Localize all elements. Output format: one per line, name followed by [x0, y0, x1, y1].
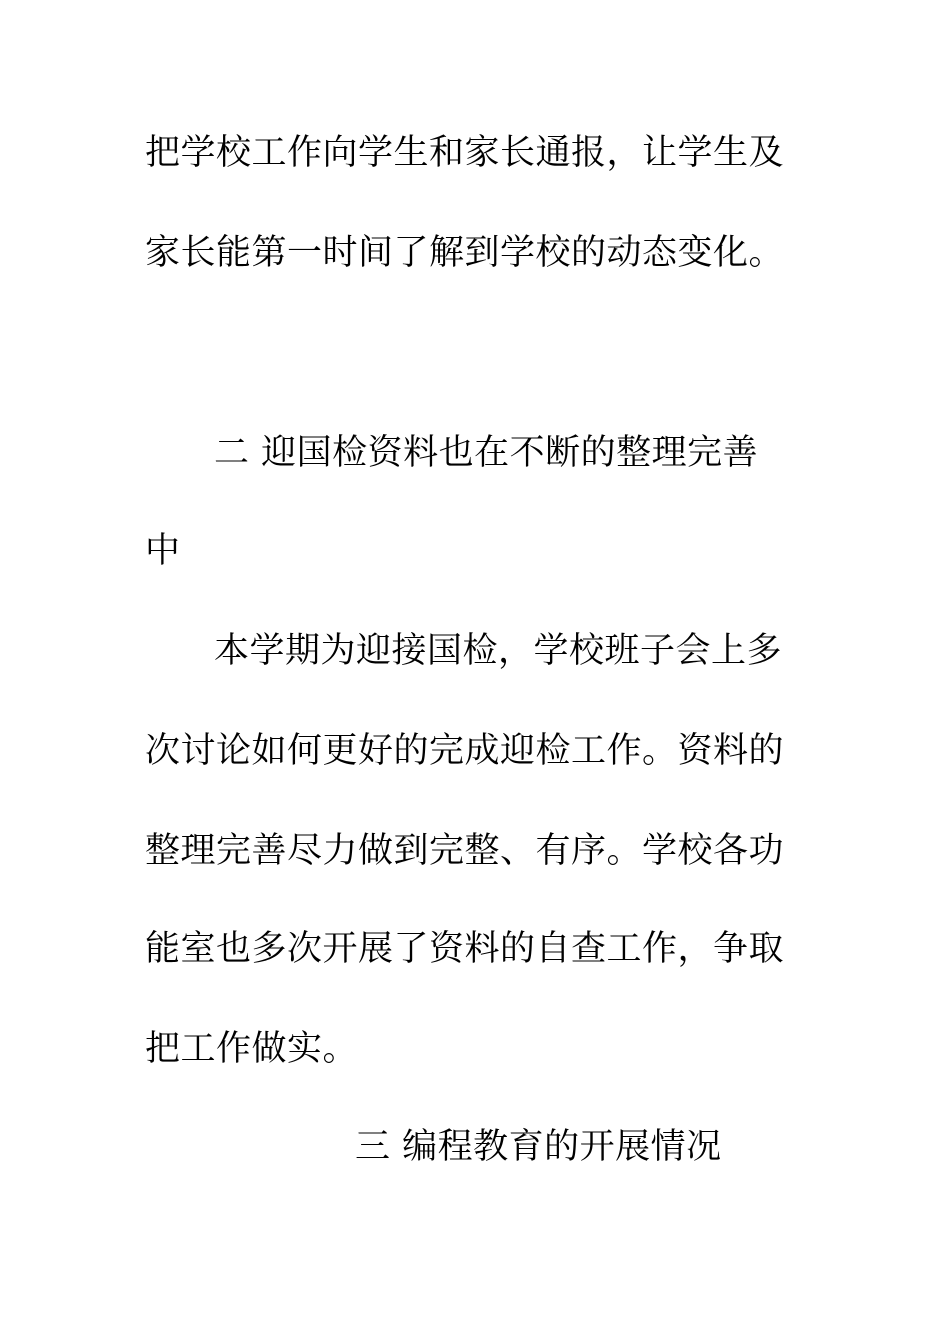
paragraph-line: 次讨论如何更好的完成迎检工作。资料的: [145, 731, 785, 771]
paragraph-line: 把工作做实。: [145, 1029, 359, 1069]
paragraph-line: 把学校工作向学生和家长通报，让学生及: [145, 133, 785, 173]
paragraph-line: 家长能第一时间了解到学校的动态变化。: [145, 233, 785, 273]
paragraph-line: 整理完善尽力做到完整、有序。学校各功: [145, 831, 785, 871]
paragraph-line: 能室也多次开展了资料的自查工作，争取: [145, 929, 785, 969]
section-heading-continuation: 中: [145, 531, 181, 571]
section-heading: 二 迎国检资料也在不断的整理完善: [214, 433, 759, 473]
section-heading: 三 编程教育的开展情况: [355, 1127, 722, 1167]
paragraph-line: 本学期为迎接国检，学校班子会上多: [214, 631, 783, 671]
